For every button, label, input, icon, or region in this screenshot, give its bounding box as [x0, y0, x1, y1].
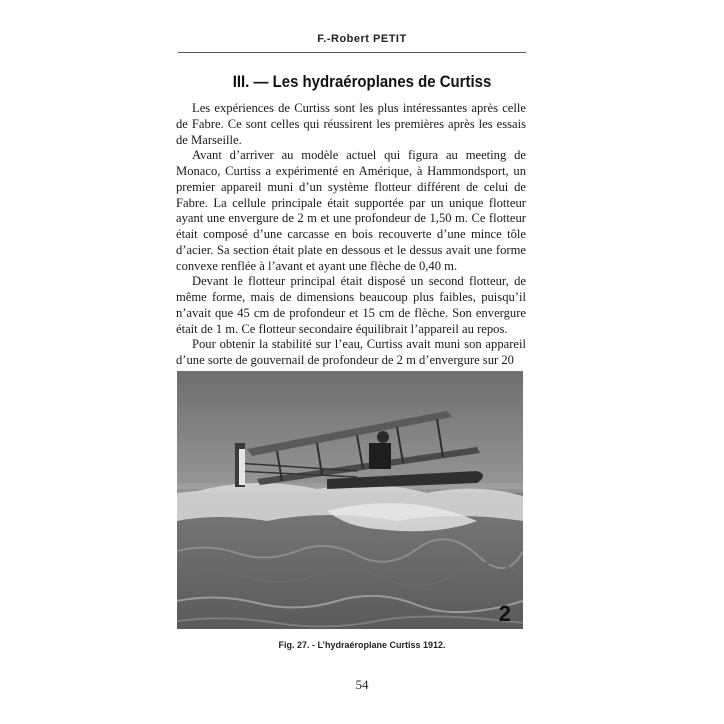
chapter-title: III. — Les hydraéroplanes de Curtiss: [232, 72, 492, 91]
paragraph-1: Les expériences de Curtiss sont les plus intéressantes après celle de Fabre. Ce sont celles qui réussirent les premières après les essais de Marseille.: [176, 101, 526, 147]
figure-photo-curtiss-hydroplane: [177, 371, 523, 629]
paragraph-2: Avant d’arriver au modèle actuel qui figura au meeting de Monaco, Curtiss a expérimenté en Amérique, à Hammondsport, un premier appareil muni d’un système flotteur différent de celui de Fabre. La cellule principale était supportée par un unique flotteur ayant une envergure de 2 m et une profondeur de 1,50 m. Ce flotteur était composé d’une carcasse en bois recouverte d’une mince tôle d’acier. Sa section était plate en dessous et le dessus avait une forme convexe renflée à l’avant et ayant une flèche de 0,40 m.: [176, 148, 526, 273]
figure-number-mark: 2: [498, 601, 511, 626]
running-head-author: F.-Robert PETIT: [317, 33, 407, 45]
figure-caption: Fig. 27. - L’hydraéroplane Curtiss 1912.: [278, 640, 446, 650]
paragraph-4: Pour obtenir la stabilité sur l’eau, Curtiss avait muni son appareil d’une sorte de gouvernail de profondeur de 2 m d’envergure sur 20: [176, 337, 526, 367]
seaplane-photo-illustration: [177, 371, 523, 629]
body-text: [176, 101, 526, 369]
page-number: 54: [355, 677, 369, 692]
header-rule: [178, 52, 526, 53]
paragraph-3: Devant le flotteur principal était disposé un second flotteur, de même forme, mais de dimensions beaucoup plus faibles, puisqu’il n’avait que 45 cm de profondeur et 15 cm de flèche. Son envergure était de 1 m. Ce flotteur secondaire équilibrait l’appareil au repos.: [176, 274, 526, 336]
